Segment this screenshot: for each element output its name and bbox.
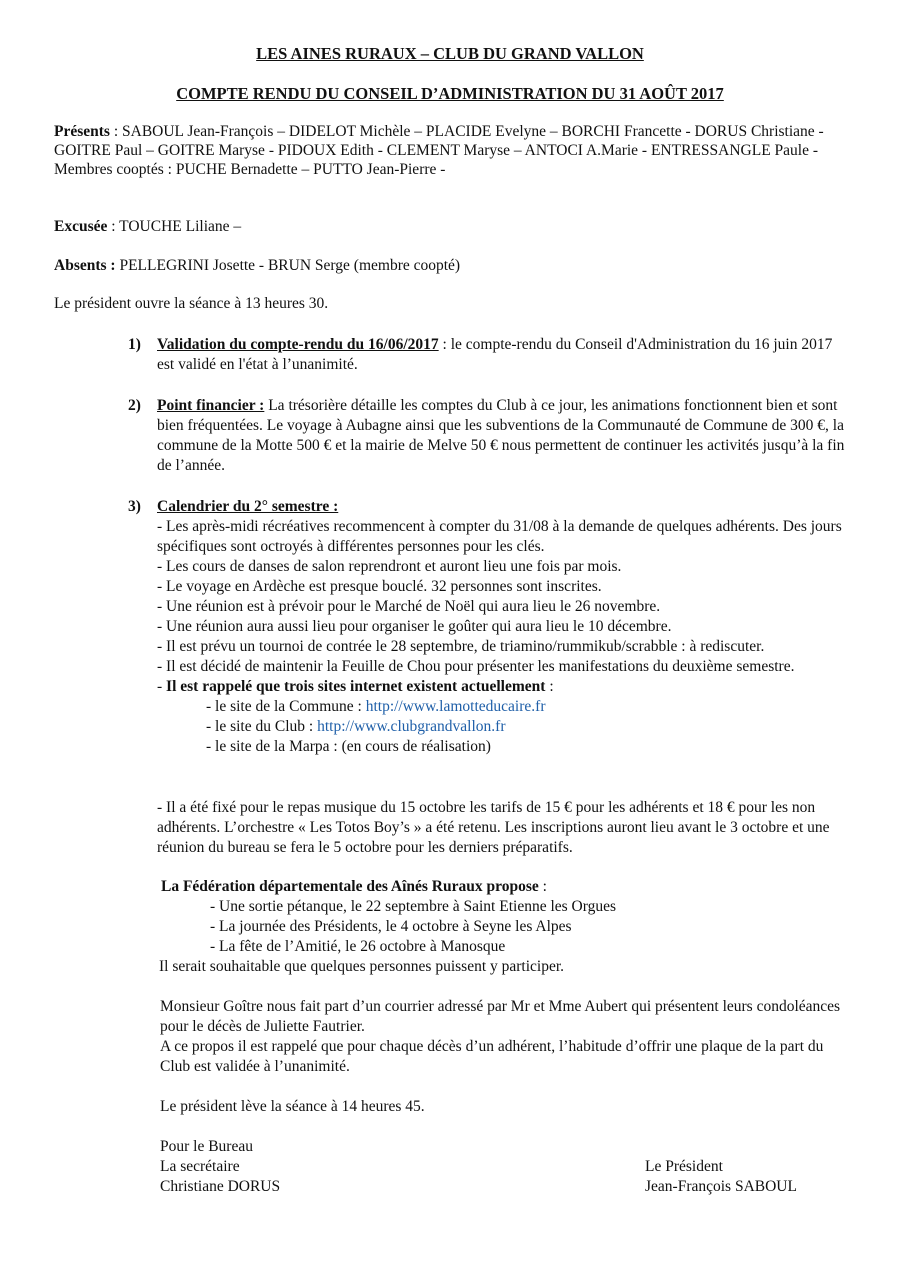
calendar-line: - Les après-midi récréatives recommencent à compter du 31/08 à la demande de quelques adhérents. Des jours spécifiques sont octroyés à différentes personnes pour les clés. [157, 518, 842, 555]
item-2-text: La trésorière détaille les comptes du Club à ce jour, les animations fonctionnent bien et sont bien fréquentées. Le voyage à Aubagne ainsi que les subventions de la Communauté de Commune de 300 €, la commune de la Motte 500 € et la mairie de Melve 50 € nous permettent de continuer les activités jusqu’à la fin de l’année. [157, 397, 845, 474]
website-marpa: - le site de la Marpa : (en cours de réalisation) [206, 738, 491, 755]
presents-label: Présents [54, 123, 110, 140]
federation-note: Il serait souhaitable que quelques personnes puissent y participer. [159, 958, 565, 975]
calendar-line: - Il est décidé de maintenir la Feuille de Chou pour présenter les manifestations du deuxième semestre. [157, 658, 795, 675]
calendar-line: - Il est prévu un tournoi de contrée le 28 septembre, de triamino/rummikub/scrabble : à rediscuter. [157, 638, 765, 655]
absent-list: PELLEGRINI Josette - BRUN Serge (membre coopté) [115, 257, 461, 274]
document-subtitle: COMPTE RENDU DU CONSEIL D’ADMINISTRATION DU 31 AOÛT 2017 [176, 84, 724, 103]
item-3 [157, 497, 847, 757]
websites-intro: - Il est rappelé que trois sites internet existent actuellement : [157, 678, 554, 695]
excused-list: : TOUCHE Liliane – [107, 218, 242, 235]
calendar-line: - Le voyage en Ardèche est presque bouclé. 32 personnes sont inscrites. [157, 578, 602, 595]
excused-label: Excusée [54, 218, 108, 235]
absent-label: Absents : [54, 257, 116, 274]
calendar-line: - Une réunion est à prévoir pour le Marché de Noël qui aura lieu le 26 novembre. [157, 598, 661, 615]
item-2 [157, 396, 847, 476]
closing-statement: Le président lève la séance à 14 heures 45. [160, 1098, 425, 1115]
signature-right [645, 1157, 797, 1197]
item-1-text: : le compte-rendu du Conseil d'Administration du 16 juin 2017 est validé en l'état à l’unanimité. [157, 336, 833, 373]
commune-website-link[interactable]: http://www.lamotteducaire.fr [365, 698, 546, 715]
federation-section: La Fédération départementale des Aînés Ruraux propose : - Une sortie pétanque, le 22 septembre à Saint Etienne les Orgues - La journée des Présidents, le 4 octobre à Seyne les Alpes - La fête de l’Amitié, le 26 octobre à Manosque Il serait souhaitable que quelques personnes puissent y participer. [161, 877, 851, 977]
website-club: - le site du Club : http://www.clubgrandvallon.fr [206, 718, 506, 735]
repas-musique-paragraph: - Il a été fixé pour le repas musique du 15 octobre les tarifs de 15 € pour les adhérents et 18 € pour les non adhérents. L’orchestre « Les Totos Boy’s » a été retenu. Les inscriptions auront lieu avant le 3 octobre et une réunion du bureau se fera le 5 octobre pour les derniers préparatifs. [157, 799, 830, 856]
opening-statement: Le président ouvre la séance à 13 heures 30. [54, 295, 329, 312]
item-1 [157, 335, 847, 375]
courrier-paragraph: Monsieur Goître nous fait part d’un courrier adressé par Mr et Mme Aubert qui présentent leurs condoléances pour le décès de Juliette Fautrier. [160, 998, 841, 1035]
excused-paragraph [54, 217, 844, 236]
federation-event: - Une sortie pétanque, le 22 septembre à Saint Etienne les Orgues [210, 898, 617, 915]
absent-paragraph [54, 256, 844, 275]
signature-left [160, 1137, 280, 1197]
signature-name: Jean-François SABOUL [645, 1178, 797, 1195]
item-2-title: Point financier : [157, 397, 265, 414]
item-3-number: 3) [128, 498, 141, 515]
presents-paragraph [54, 122, 844, 179]
federation-event: - La journée des Présidents, le 4 octobre à Seyne les Alpes [210, 918, 572, 935]
signature-name: Christiane DORUS [160, 1178, 281, 1195]
item-2-number: 2) [128, 397, 141, 414]
document-title: LES AINES RURAUX – CLUB DU GRAND VALLON [256, 44, 644, 63]
signature-line: Le Président [645, 1158, 723, 1175]
calendar-line: - Une réunion aura aussi lieu pour organiser le goûter qui aura lieu le 10 décembre. [157, 618, 672, 635]
signature-line: Pour le Bureau [160, 1138, 253, 1155]
presents-list: : SABOUL Jean-François – DIDELOT Michèle – PLACIDE Evelyne – BORCHI Francette - DORUS Christiane - GOITRE Paul – GOITRE Maryse - PIDOUX Edith - CLEMENT Maryse – ANTOCI A.Marie - ENTRESSANGLE Paule - [54, 123, 824, 159]
signature-line: La secrétaire [160, 1158, 240, 1175]
item-1-title: Validation du compte-rendu du 16/06/2017 [157, 336, 439, 353]
federation-title: La Fédération départementale des Aînés Ruraux propose [161, 878, 539, 895]
website-commune: - le site de la Commune : http://www.lamotteducaire.fr [206, 698, 546, 715]
calendar-line: - Les cours de danses de salon reprendront et auront lieu une fois par mois. [157, 558, 622, 575]
club-website-link[interactable]: http://www.clubgrandvallon.fr [317, 718, 506, 735]
item-1-number: 1) [128, 336, 141, 353]
plaque-paragraph: A ce propos il est rappelé que pour chaque décès d’un adhérent, l’habitude d’offrir une plaque de la part du Club est validée à l’unanimité. [160, 1038, 824, 1075]
federation-event: - La fête de l’Amitié, le 26 octobre à Manosque [210, 938, 506, 955]
item-3-title: Calendrier du 2° semestre : [157, 498, 339, 515]
coopted-members: Membres cooptés : PUCHE Bernadette – PUTTO Jean-Pierre - [54, 161, 446, 178]
courrier-section [160, 997, 850, 1077]
